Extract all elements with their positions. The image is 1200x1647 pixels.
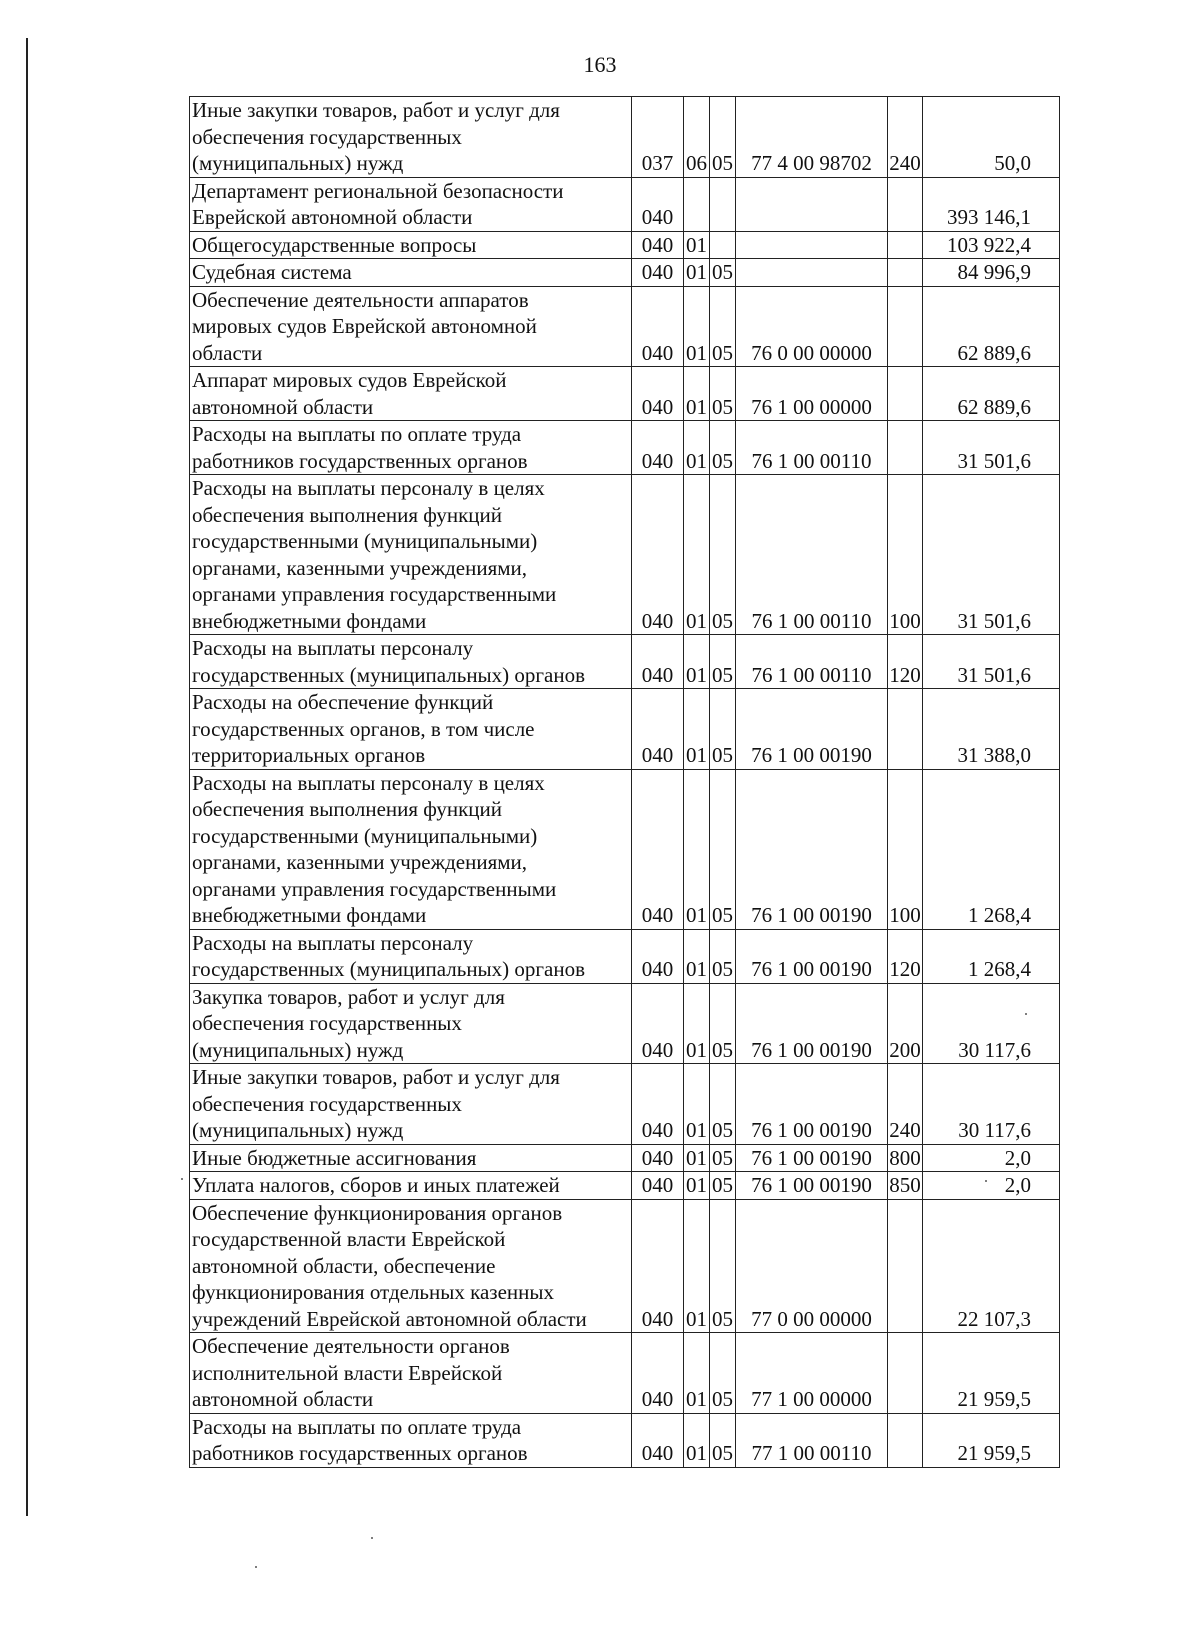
item-name-cell: Обеспечение деятельности органов исполнительной власти Еврейской автономной области <box>190 1333 632 1414</box>
section-code-cell: 01 <box>684 1413 710 1467</box>
table-row <box>190 769 1060 929</box>
item-name-cell: Иные закупки товаров, работ и услуг для обеспечения государственных (муниципальных) нужд <box>190 1064 632 1145</box>
table-row <box>190 1144 1060 1172</box>
target-article-code-cell: 76 1 00 00190 <box>736 1172 888 1200</box>
amount-cell: 30 117,6 <box>923 983 1060 1064</box>
target-article-code-cell: 76 0 00 00000 <box>736 286 888 367</box>
ved-code-cell: 040 <box>632 1199 684 1333</box>
ved-code-cell: 040 <box>632 231 684 259</box>
ved-code-cell: 040 <box>632 286 684 367</box>
scan-speck <box>255 1566 257 1568</box>
item-name-cell: Обеспечение деятельности аппаратов мировых судов Еврейской автономной области <box>190 286 632 367</box>
amount-cell: 62 889,6 <box>923 367 1060 421</box>
expense-type-code-cell <box>888 286 923 367</box>
expense-type-code-cell <box>888 689 923 770</box>
subsection-code-cell <box>710 231 736 259</box>
table-row <box>190 1064 1060 1145</box>
section-code-cell: 01 <box>684 259 710 287</box>
ved-code-cell: 040 <box>632 259 684 287</box>
subsection-code-cell: 05 <box>710 97 736 178</box>
item-name-cell: Судебная система <box>190 259 632 287</box>
expense-type-code-cell: 120 <box>888 929 923 983</box>
table-row <box>190 286 1060 367</box>
section-code-cell: 01 <box>684 367 710 421</box>
section-code-cell: 01 <box>684 635 710 689</box>
target-article-code-cell: 77 1 00 00110 <box>736 1413 888 1467</box>
subsection-code-cell: 05 <box>710 367 736 421</box>
amount-cell: 21 959,5 <box>923 1333 1060 1414</box>
table-row <box>190 231 1060 259</box>
page-number: 163 <box>583 52 617 77</box>
scan-speck <box>181 1178 183 1180</box>
scan-speck <box>1025 1013 1027 1015</box>
amount-cell: 2,0 <box>923 1144 1060 1172</box>
item-name-cell: Расходы на выплаты персоналу в целях обеспечения выполнения функций государственными (муниципальными) органами, казенными учреждениями, органами управления государственными внебюджетными фондами <box>190 475 632 635</box>
table-row <box>190 689 1060 770</box>
section-code-cell: 01 <box>684 689 710 770</box>
section-code-cell: 01 <box>684 475 710 635</box>
item-name-cell: Уплата налогов, сборов и иных платежей <box>190 1172 632 1200</box>
amount-cell: 22 107,3 <box>923 1199 1060 1333</box>
target-article-code-cell <box>736 259 888 287</box>
expense-type-code-cell <box>888 1413 923 1467</box>
expense-type-code-cell <box>888 421 923 475</box>
section-code-cell: 01 <box>684 929 710 983</box>
subsection-code-cell: 05 <box>710 1413 736 1467</box>
ved-code-cell: 040 <box>632 983 684 1064</box>
section-code-cell: 01 <box>684 1144 710 1172</box>
ved-code-cell: 040 <box>632 635 684 689</box>
subsection-code-cell: 05 <box>710 1064 736 1145</box>
ved-code-cell: 040 <box>632 1333 684 1414</box>
amount-cell: 21 959,5 <box>923 1413 1060 1467</box>
subsection-code-cell <box>710 177 736 231</box>
ved-code-cell: 040 <box>632 1172 684 1200</box>
ved-code-cell: 040 <box>632 177 684 231</box>
subsection-code-cell: 05 <box>710 929 736 983</box>
amount-cell: 1 268,4 <box>923 769 1060 929</box>
expense-type-code-cell: 850 <box>889 1173 921 1197</box>
item-name-cell: Расходы на выплаты персоналу государственных (муниципальных) органов <box>190 929 632 983</box>
amount-cell: 393 146,1 <box>923 177 1060 231</box>
item-name-cell: Расходы на выплаты по оплате труда работников государственных органов <box>190 421 632 475</box>
item-name-cell: Расходы на обеспечение функций государственных органов, в том числе территориальных органов <box>190 689 632 770</box>
target-article-code-cell: 76 1 00 00000 <box>736 367 888 421</box>
ved-code-cell: 040 <box>632 421 684 475</box>
table-row <box>190 1413 1060 1467</box>
expense-type-code-cell: 240 <box>888 1064 923 1145</box>
expense-type-code-cell: 800 <box>889 1145 921 1170</box>
table-row <box>190 983 1060 1064</box>
section-code-cell: 01 <box>684 1199 710 1333</box>
section-code-cell: 01 <box>684 286 710 367</box>
budget-table <box>189 96 1060 1468</box>
target-article-code-cell: 76 1 00 00110 <box>736 421 888 475</box>
subsection-code-cell: 05 <box>710 635 736 689</box>
subsection-code-cell: 05 <box>710 259 736 287</box>
subsection-code-cell: 05 <box>710 983 736 1064</box>
expense-type-code-cell: 100 <box>888 475 923 635</box>
expense-type-code-cell <box>888 177 923 231</box>
amount-cell: 31 501,6 <box>923 421 1060 475</box>
amount-cell: 2,0 <box>923 1172 1060 1200</box>
expense-type-code-cell <box>888 231 923 259</box>
target-article-code-cell: 77 1 00 00000 <box>736 1333 888 1414</box>
target-article-code-cell: 76 1 00 00190 <box>736 769 888 929</box>
amount-cell: 62 889,6 <box>923 286 1060 367</box>
scan-speck <box>985 1180 987 1182</box>
section-code-cell: 01 <box>684 421 710 475</box>
item-name-cell: Общегосударственные вопросы <box>190 231 632 259</box>
margin-line <box>26 38 28 1516</box>
target-article-code-cell: 76 1 00 00190 <box>736 689 888 770</box>
target-article-code-cell: 77 4 00 98702 <box>736 97 888 178</box>
item-name-cell: Иные закупки товаров, работ и услуг для обеспечения государственных (муниципальных) нужд <box>190 97 632 178</box>
table-row <box>190 421 1060 475</box>
ved-code-cell: 040 <box>632 1413 684 1467</box>
subsection-code-cell: 05 <box>710 286 736 367</box>
table-row <box>190 1199 1060 1333</box>
amount-cell: 1 268,4 <box>923 929 1060 983</box>
subsection-code-cell: 05 <box>710 1172 736 1200</box>
expense-type-code-cell <box>888 367 923 421</box>
ved-code-cell: 037 <box>632 97 684 178</box>
target-article-code-cell: 77 0 00 00000 <box>736 1199 888 1333</box>
target-article-code-cell <box>736 231 888 259</box>
subsection-code-cell: 05 <box>710 421 736 475</box>
section-code-cell: 01 <box>684 231 710 259</box>
table-row <box>190 1333 1060 1414</box>
target-article-code-cell: 76 1 00 00190 <box>736 1064 888 1145</box>
expense-type-code-cell <box>888 259 923 287</box>
expense-type-code-cell <box>888 1199 923 1333</box>
amount-cell: 31 388,0 <box>923 689 1060 770</box>
amount-cell: 50,0 <box>923 97 1060 178</box>
section-code-cell <box>684 177 710 231</box>
target-article-code-cell: 76 1 00 00190 <box>736 1144 888 1172</box>
section-code-cell: 01 <box>684 983 710 1064</box>
table-body <box>190 97 1060 1468</box>
expense-type-code-cell: 100 <box>888 769 923 929</box>
section-code-cell: 01 <box>684 1064 710 1145</box>
item-name-cell: Иные бюджетные ассигнования <box>190 1144 632 1172</box>
subsection-code-cell: 05 <box>710 1144 736 1172</box>
item-name-cell: Расходы на выплаты персоналу в целях обеспечения выполнения функций государственными (муниципальными) органами, казенными учреждениями, органами управления государственными внебюджетными фондами <box>190 769 632 929</box>
table-row <box>190 259 1060 287</box>
subsection-code-cell: 05 <box>710 689 736 770</box>
scan-speck <box>371 1537 373 1539</box>
amount-cell: 31 501,6 <box>923 475 1060 635</box>
subsection-code-cell: 05 <box>710 1333 736 1414</box>
target-article-code-cell: 76 1 00 00190 <box>736 983 888 1064</box>
expense-type-code-cell: 120 <box>888 635 923 689</box>
table-row <box>190 475 1060 635</box>
item-name-cell: Обеспечение функционирования органов государственной власти Еврейской автономной области, обеспечение функционирования отдельных казенных учреждений Еврейской автономной области <box>190 1199 632 1333</box>
target-article-code-cell: 76 1 00 00190 <box>736 929 888 983</box>
amount-cell: 30 117,6 <box>923 1064 1060 1145</box>
table-row <box>190 635 1060 689</box>
item-name-cell: Расходы на выплаты персоналу государственных (муниципальных) органов <box>190 635 632 689</box>
subsection-code-cell: 05 <box>710 769 736 929</box>
ved-code-cell: 040 <box>632 689 684 770</box>
ved-code-cell: 040 <box>632 367 684 421</box>
item-name-cell: Департамент региональной безопасности Еврейской автономной области <box>190 177 632 231</box>
ved-code-cell: 040 <box>632 769 684 929</box>
table-row <box>190 1172 1060 1200</box>
ved-code-cell: 040 <box>632 929 684 983</box>
expense-type-code-cell <box>888 1333 923 1414</box>
subsection-code-cell: 05 <box>710 1199 736 1333</box>
section-code-cell: 06 <box>684 97 710 178</box>
section-code-cell: 01 <box>684 1172 710 1200</box>
section-code-cell: 01 <box>684 769 710 929</box>
item-name-cell: Аппарат мировых судов Еврейской автономной области <box>190 367 632 421</box>
table-row <box>190 177 1060 231</box>
amount-cell: 31 501,6 <box>923 635 1060 689</box>
target-article-code-cell <box>736 177 888 231</box>
table-row <box>190 367 1060 421</box>
item-name-cell: Расходы на выплаты по оплате труда работников государственных органов <box>190 1413 632 1467</box>
ved-code-cell: 040 <box>632 1144 684 1172</box>
expense-type-code-cell: 200 <box>888 983 923 1064</box>
table-row <box>190 929 1060 983</box>
ved-code-cell: 040 <box>632 1064 684 1145</box>
item-name-cell: Закупка товаров, работ и услуг для обеспечения государственных (муниципальных) нужд <box>190 983 632 1064</box>
subsection-code-cell: 05 <box>710 475 736 635</box>
amount-cell: 84 996,9 <box>923 259 1060 287</box>
section-code-cell: 01 <box>684 1333 710 1414</box>
amount-cell: 103 922,4 <box>923 231 1060 259</box>
target-article-code-cell: 76 1 00 00110 <box>736 635 888 689</box>
table-row <box>190 97 1060 178</box>
ved-code-cell: 040 <box>632 475 684 635</box>
target-article-code-cell: 76 1 00 00110 <box>736 475 888 635</box>
expense-type-code-cell: 240 <box>888 97 923 178</box>
